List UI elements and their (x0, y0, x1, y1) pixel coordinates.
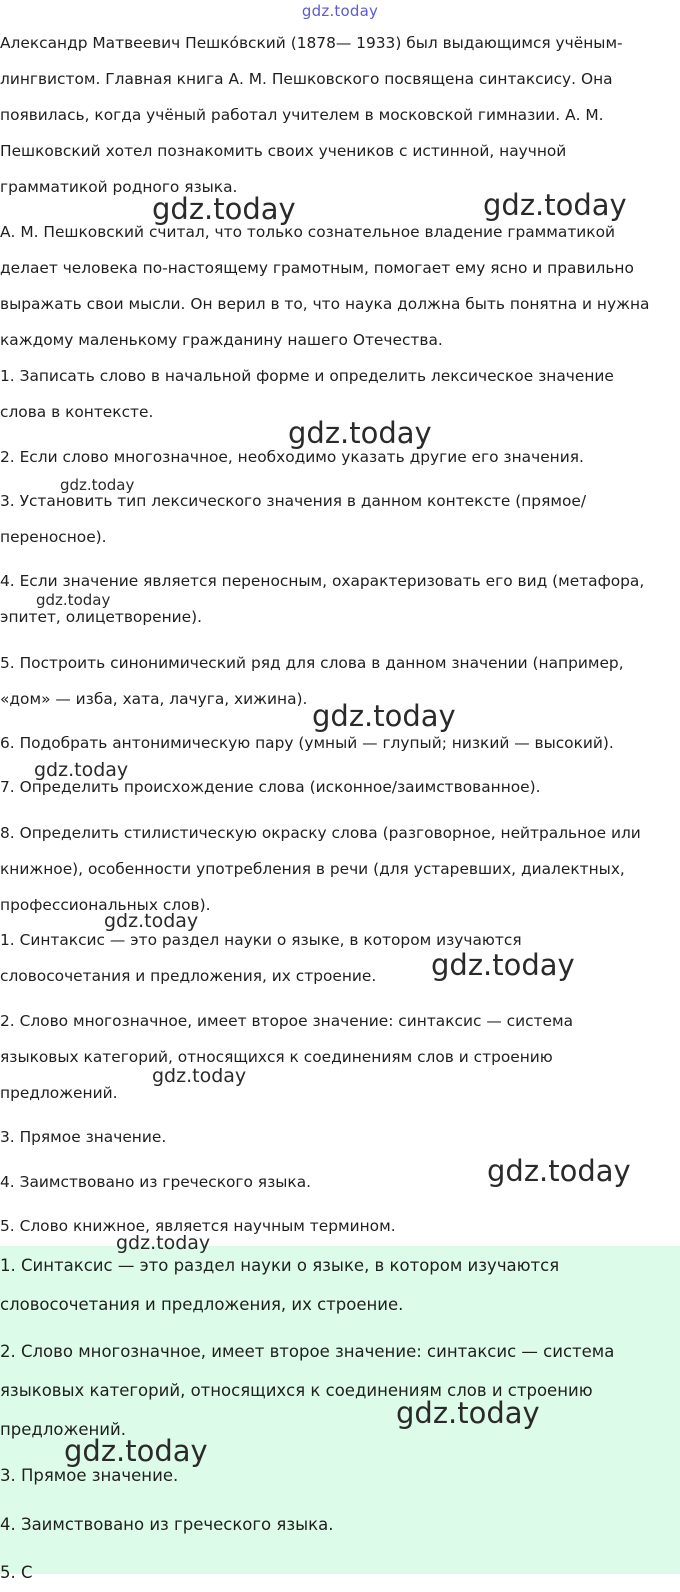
analysis-item-4: 4. Заимствовано из греческого языка. (0, 1173, 312, 1191)
analysis-item-3: 3. Прямое значение. (0, 1128, 167, 1146)
watermark: gdz.today (312, 699, 456, 733)
watermark: gdz.today (60, 476, 135, 494)
intro-paragraph-2: А. М. Пешковский считал, что только сознательное владение грамматикой делает человека по-настоящему грамотным, помогает ему ясно и правильно выражать свои мысли. Он верил в то, что наука должна быть понятна и нужна каждому маленькому гражданину нашего Отечества. (0, 223, 650, 349)
instruction-step-3: 3. Установить тип лексического значения в данном контексте (прямое/ переносное). (0, 492, 587, 546)
watermark: gdz.today (104, 910, 199, 932)
watermark: gdz.today (34, 759, 129, 781)
instruction-step-5: 5. Построить синонимический ряд для слова в данном значении (например, «дом» — изба, хата, лачуга, хижина). (0, 654, 624, 708)
analysis-item-5: 5. Слово книжное, является научным термином. (0, 1217, 396, 1235)
answer-item-4: 4. Заимствовано из греческого языка. (0, 1515, 334, 1534)
analysis-item-1: 1. Синтаксис — это раздел науки о языке, в котором изучаются словосочетания и предложения, их строение. (0, 931, 522, 985)
answer-item-5-partial: 5. С (0, 1563, 33, 1582)
watermark: gdz.today (288, 416, 432, 450)
answer-item-1: 1. Синтаксис — это раздел науки о языке, в котором изучаются словосочетания и предложения, их строение. (0, 1256, 560, 1314)
intro-paragraph: Александр Матвеевич Пешко́вский (1878— 1933) был выдающимся учёным- лингвистом. Главная книга А. М. Пешковского посвящена синтаксису. Она появилась, когда учёный работал учителем в московской гимназии. А. М. Пешковский хотел познакомить своих учеников с истинной, научной грамматикой родного языка. (0, 34, 623, 196)
watermark: gdz.today (64, 1434, 208, 1468)
watermark: gdz.today (116, 1232, 211, 1254)
answer-block (0, 1246, 680, 1582)
watermark: gdz.today (431, 948, 575, 982)
watermark: gdz.today (152, 1065, 247, 1087)
instruction-step-7: 7. Определить происхождение слова (исконное/заимствованное). (0, 778, 541, 796)
site-watermark-header: gdz.today (301, 2, 379, 20)
watermark: gdz.today (483, 188, 627, 222)
analysis-item-2: 2. Слово многозначное, имеет второе значение: синтаксис — система языковых категорий, относящихся к соединениям слов и строению предложений. (0, 1012, 574, 1102)
watermark: gdz.today (36, 591, 111, 609)
instruction-step-4: 4. Если значение является переносным, охарактеризовать его вид (метафора, эпитет, олицетворение). (0, 572, 645, 626)
watermark: gdz.today (152, 192, 296, 226)
answer-item-3: 3. Прямое значение. (0, 1466, 179, 1485)
answer-item-2: 2. Слово многозначное, имеет второе значение: синтаксис — система языковых категорий, относящихся к соединениям слов и строению предложений. (0, 1342, 615, 1439)
instruction-step-1: 1. Записать слово в начальной форме и определить лексическое значение слова в контексте. (0, 367, 614, 421)
instruction-step-8: 8. Определить стилистическую окраску слова (разговорное, нейтральное или книжное), особенности употребления в речи (для устаревших, диалектных, профессиональных слов). (0, 824, 641, 914)
instruction-step-2: 2. Если слово многозначное, необходимо указать другие его значения. (0, 448, 584, 466)
watermark: gdz.today (487, 1154, 631, 1188)
watermark: gdz.today (396, 1396, 540, 1430)
instruction-step-6: 6. Подобрать антонимическую пару (умный — глупый; низкий — высокий). (0, 734, 614, 752)
